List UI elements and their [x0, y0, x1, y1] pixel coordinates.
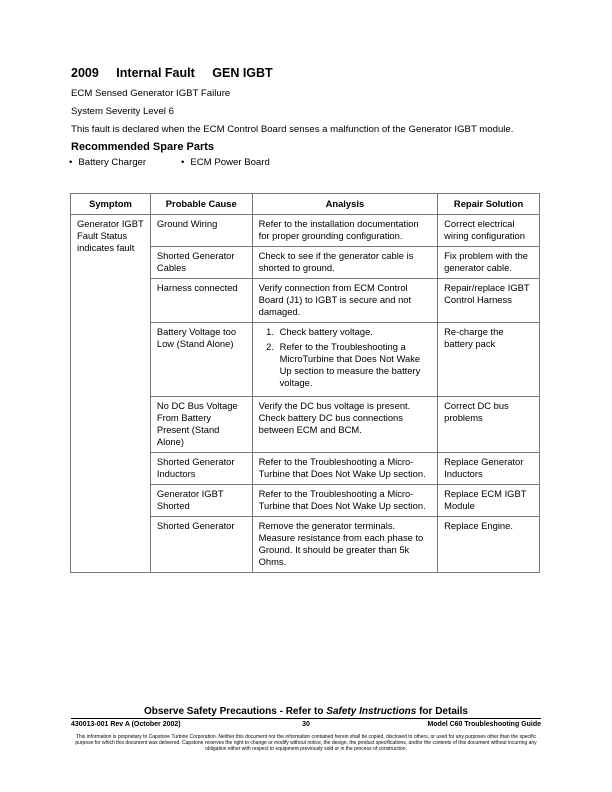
- header-analysis: Analysis: [252, 194, 438, 215]
- table-header-row: [71, 194, 540, 215]
- spare-part-item: [69, 157, 146, 168]
- solution-cell: Correct electrical wiring configuration: [438, 215, 540, 247]
- safety-banner-pre: Observe Safety Precautions - Refer to: [143, 706, 327, 717]
- intro-line-3: This fault is declared when the ECM Control Board senses a malfunction of the Generator IGBT module.: [71, 124, 514, 135]
- analysis-cell: Verify the DC bus voltage is present. Check battery DC bus connections between ECM and BCM.: [252, 397, 438, 453]
- safety-banner-post: for Details: [416, 706, 468, 717]
- spare-part-label: Battery Charger: [78, 157, 147, 168]
- header-probable-cause: Probable Cause: [150, 194, 252, 215]
- solution-cell: Replace Engine.: [438, 517, 540, 573]
- cause-cell: No DC Bus Voltage From Battery Present (Stand Alone): [150, 397, 252, 453]
- analysis-cell: Refer to the installation documentation for proper grounding configuration.: [252, 215, 438, 247]
- bullet-icon: •: [181, 157, 185, 168]
- page-number: 30: [302, 721, 310, 728]
- analysis-cell: Check to see if the generator cable is shorted to ground.: [252, 247, 438, 279]
- spare-part-item: [181, 157, 270, 168]
- solution-cell: Re-charge the battery pack: [438, 323, 540, 397]
- spare-parts-heading: Recommended Spare Parts: [71, 141, 215, 153]
- fault-module: GEN IGBT: [212, 66, 273, 80]
- safety-banner: [0, 706, 612, 717]
- safety-banner-italic: Safety Instructions: [326, 706, 417, 717]
- solution-cell: Replace Generator Inductors: [438, 453, 540, 485]
- cause-cell: Ground Wiring: [150, 215, 252, 247]
- header-repair-solution: Repair Solution: [438, 194, 540, 215]
- analysis-step: 1. Check battery voltage.: [277, 326, 432, 338]
- analysis-cell: Remove the generator terminals. Measure resistance from each phase to Ground. It should be greater than 5k Ohms.: [252, 517, 438, 573]
- analysis-cell: Refer to the Troubleshooting a Micro-Turbine that Does Not Wake Up section.: [252, 485, 438, 517]
- cause-cell: Shorted Generator Inductors: [150, 453, 252, 485]
- cause-cell: Battery Voltage too Low (Stand Alone): [150, 323, 252, 397]
- solution-cell: Repair/replace IGBT Control Harness: [438, 279, 540, 323]
- solution-cell: Correct DC bus problems: [438, 397, 540, 453]
- analysis-cell: Refer to the Troubleshooting a Micro-Turbine that Does Not Wake Up section.: [252, 453, 438, 485]
- page-heading: [71, 66, 273, 80]
- doc-id: 430013-001 Rev A (October 2002): [71, 721, 181, 728]
- header-symptom: Symptom: [71, 194, 151, 215]
- cause-cell: Harness connected: [150, 279, 252, 323]
- troubleshooting-table: [70, 193, 540, 573]
- analysis-cell: Verify connection from ECM Control Board (J1) to IGBT is secure and not damaged.: [252, 279, 438, 323]
- fault-code: 2009: [71, 66, 99, 80]
- solution-cell: Replace ECM IGBT Module: [438, 485, 540, 517]
- analysis-cell: [252, 323, 438, 397]
- guide-title: Model C60 Troubleshooting Guide: [427, 721, 541, 728]
- intro-line-1: ECM Sensed Generator IGBT Failure: [71, 88, 231, 99]
- footer-divider: [71, 718, 541, 719]
- spare-part-label: ECM Power Board: [190, 157, 270, 168]
- cause-cell: Shorted Generator Cables: [150, 247, 252, 279]
- cause-cell: Shorted Generator: [150, 517, 252, 573]
- bullet-icon: •: [69, 157, 73, 168]
- symptom-cell: Generator IGBT Fault Status indicates fault: [71, 215, 151, 573]
- cause-cell: Generator IGBT Shorted: [150, 485, 252, 517]
- solution-cell: Fix problem with the generator cable.: [438, 247, 540, 279]
- intro-line-2: System Severity Level 6: [71, 106, 174, 117]
- table-row: [71, 215, 540, 247]
- analysis-steps: [259, 326, 432, 389]
- fault-title: Internal Fault: [116, 66, 195, 80]
- legal-notice: This information is proprietary to Capstone Turbine Corporation. Neither this document nor the information contained herein shall be copied, disclosed to others, or used for any purposes other than the specific purpose for which this document was delivered. Capstone reserves the right to change or modify without notice, the design, the product specifications, and/or the contents of this document without incurring any obligation either with respect to equipment previously sold or in the process of construction.: [75, 734, 537, 752]
- analysis-step: 2. Refer to the Troubleshooting a MicroTurbine that Does Not Wake Up section to measure the battery voltage.: [277, 341, 432, 389]
